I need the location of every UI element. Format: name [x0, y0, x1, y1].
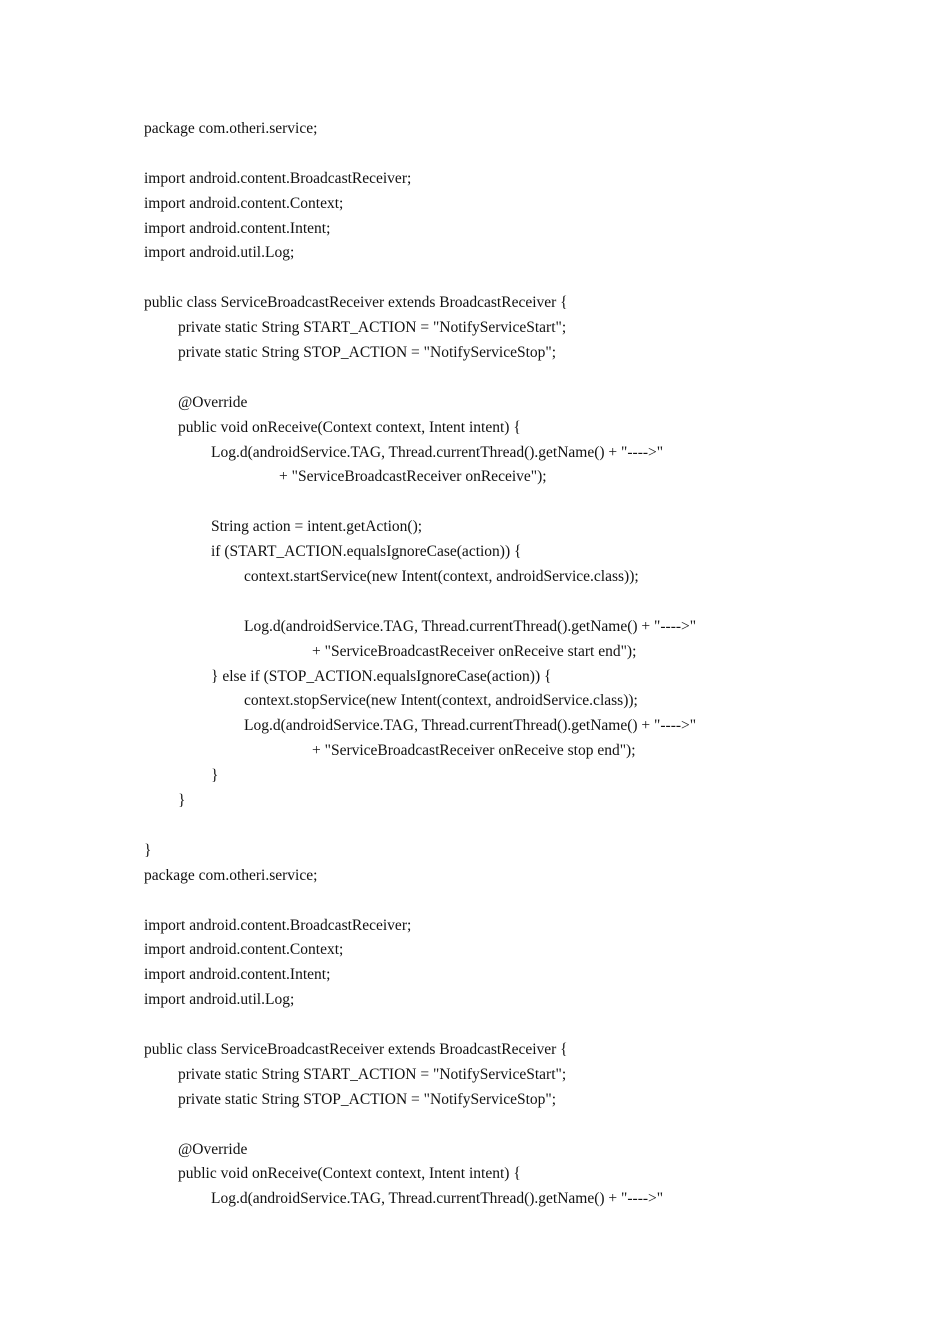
code-line: import android.content.Context; — [144, 194, 344, 212]
blank-line — [144, 1113, 904, 1138]
code-line: import android.util.Log; — [144, 244, 295, 262]
code-line: private static String START_ACTION = "NotifyServiceStart"; — [178, 319, 567, 337]
code-listing — [144, 117, 904, 1212]
code-line: import android.content.Intent; — [144, 966, 331, 984]
code-line: public class ServiceBroadcastReceiver extends BroadcastReceiver { — [144, 294, 568, 312]
code-line: private static String STOP_ACTION = "NotifyServiceStop"; — [178, 344, 557, 362]
blank-line — [144, 1013, 904, 1038]
blank-line — [144, 142, 904, 167]
code-line: public void onReceive(Context context, Intent intent) { — [178, 418, 521, 436]
code-line: + "ServiceBroadcastReceiver onReceive start end"); — [312, 642, 637, 660]
code-line: @Override — [178, 1140, 248, 1158]
code-line: @Override — [178, 393, 248, 411]
code-line: import android.util.Log; — [144, 991, 295, 1009]
code-line: String action = intent.getAction(); — [211, 518, 423, 536]
code-line: import android.content.Context; — [144, 941, 344, 959]
code-line: Log.d(androidService.TAG, Thread.currentThread().getName() + "---->" — [211, 443, 664, 461]
code-line: Log.d(androidService.TAG, Thread.currentThread().getName() + "---->" — [244, 617, 697, 635]
code-line: context.startService(new Intent(context, androidService.class)); — [244, 568, 639, 586]
code-line: + "ServiceBroadcastReceiver onReceive"); — [279, 468, 547, 486]
code-line: if (START_ACTION.equalsIgnoreCase(action)) { — [211, 543, 522, 561]
code-line: Log.d(androidService.TAG, Thread.currentThread().getName() + "---->" — [244, 717, 697, 735]
code-line: } — [211, 767, 219, 785]
blank-line — [144, 366, 904, 391]
code-line: import android.content.BroadcastReceiver; — [144, 916, 412, 934]
code-line: package com.otheri.service; — [144, 866, 318, 884]
code-line: private static String STOP_ACTION = "NotifyServiceStop"; — [178, 1090, 557, 1108]
blank-line — [144, 266, 904, 291]
code-line: package com.otheri.service; — [144, 120, 318, 137]
code-line: private static String START_ACTION = "NotifyServiceStart"; — [178, 1065, 567, 1083]
blank-line — [144, 490, 904, 515]
code-line: + "ServiceBroadcastReceiver onReceive stop end"); — [312, 742, 636, 760]
code-line: public class ServiceBroadcastReceiver extends BroadcastReceiver { — [144, 1040, 568, 1058]
code-line: } — [178, 792, 186, 810]
blank-line — [144, 814, 904, 839]
blank-line — [144, 889, 904, 914]
code-line: Log.d(androidService.TAG, Thread.currentThread().getName() + "---->" — [211, 1190, 664, 1208]
code-line: context.stopService(new Intent(context, androidService.class)); — [244, 692, 638, 710]
code-line: import android.content.Intent; — [144, 219, 331, 237]
code-line: public void onReceive(Context context, Intent intent) { — [178, 1165, 521, 1183]
code-line: } else if (STOP_ACTION.equalsIgnoreCase(action)) { — [211, 667, 552, 685]
code-line: import android.content.BroadcastReceiver; — [144, 169, 412, 187]
code-line: } — [144, 841, 152, 859]
blank-line — [144, 590, 904, 615]
